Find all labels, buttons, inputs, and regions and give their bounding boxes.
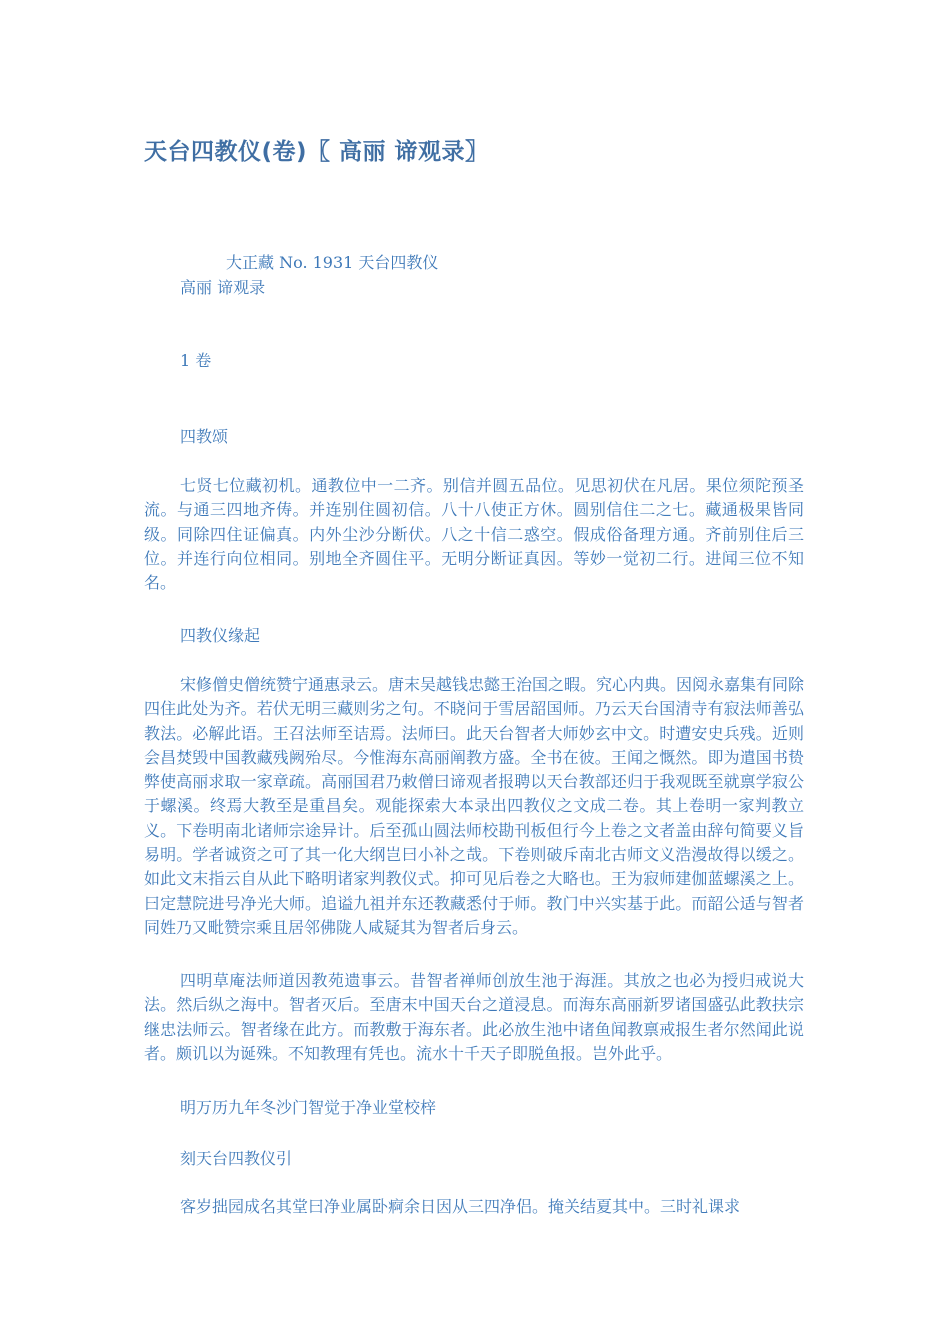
volume-label: 1 卷 [180,351,212,370]
section-heading-keyin: 刻天台四教仪引 [180,1149,293,1168]
colophon: 明万历九年冬沙门智觉于净业堂校梓 [180,1098,437,1117]
section-text-yuanqi-1: 宋修僧史僧统赞宁通惠录云。唐末吴越钱忠懿王治国之暇。究心内典。因阅永嘉集有同除四住此处为齐。若伏无明三藏则劣之句。不晓问于雪居韶国师。乃云天台国清寺有寂法师善弘教法。必解此语。王召法师至诘焉。法师曰。此天台智者大师妙玄中文。时遭安史兵残。近则会昌焚毁中国教藏残阙殆尽。今惟海东高丽阐教方盛。全书在彼。王闻之慨然。即为遣国书贽弊使高丽求取一家章疏。高丽国君乃敕僧曰谛观者报聘以天台教部还归于我观既至就禀学寂公于螺溪。终焉大教至是重昌矣。观能探索大本录出四教仪之文成二卷。其上卷明一家判教立义。下卷明南北诸师宗途异计。后至孤山圆法师校勘刊板但行今上卷之文者盖由辞句简要义旨易明。学者诚资之可了其一化大纲岂曰小补之哉。下卷则破斥南北古师文义浩漫故得以缓之。如此文末指云自从此下略明诸家判教仪式。抑可见后卷之大略也。王为寂师建伽蓝螺溪之上。曰定慧院进号净光大师。追谥九祖并东还教藏悉付于师。教门中兴实基于此。而韶公适与智者同姓乃又毗赞宗乘且居邻佛陇人咸疑其为智者后身云。 [144,675,805,937]
section-text-sijiaosong: 七贤七位藏初机。通教位中一二齐。别信并圆五品位。见思初伏在凡居。果位须陀预圣流。与通三四地齐俦。并连别住圆初信。八十八使正方休。圆别信住二之七。藏通极果皆同级。同除四住证偏真。内外尘沙分断伏。八之十信二惑空。假成俗备理方通。齐前别住后三位。并连行向位相同。别地全齐圆住平。无明分断证真因。等妙一觉初二行。进闻三位不知名。 [144,476,804,593]
document-title: 天台四教仪(卷)〖 高丽 谛观录〗 [144,139,489,165]
section-text-keyin: 客岁拙园成名其堂曰净业属卧痾余日因从三四净侣。掩关结夏其中。三时礼课求 [180,1197,741,1216]
section-heading-yuanqi: 四教仪缘起 [180,626,261,645]
author-line: 高丽 谛观录 [180,278,266,297]
section-text-yuanqi-2: 四明草庵法师道因教苑遗事云。昔智者禅师创放生池于海涯。其放之也必为授归戒说大法。然后纵之海中。智者灭后。至唐末中国天台之道浸息。而海东高丽新罗诸国盛弘此教扶宗继忠法师云。智者缘在此方。而教敷于海东者。此必放生池中诸鱼闻教禀戒报生者尔然闻此说者。颇讥以为诞殊。不知教理有凭也。流水十千天子即脱鱼报。岂外此乎。 [144,971,804,1063]
source-line: 大正藏 No. 1931 天台四教仪 [226,253,439,272]
section-heading-sijiaosong: 四教颂 [180,427,229,446]
